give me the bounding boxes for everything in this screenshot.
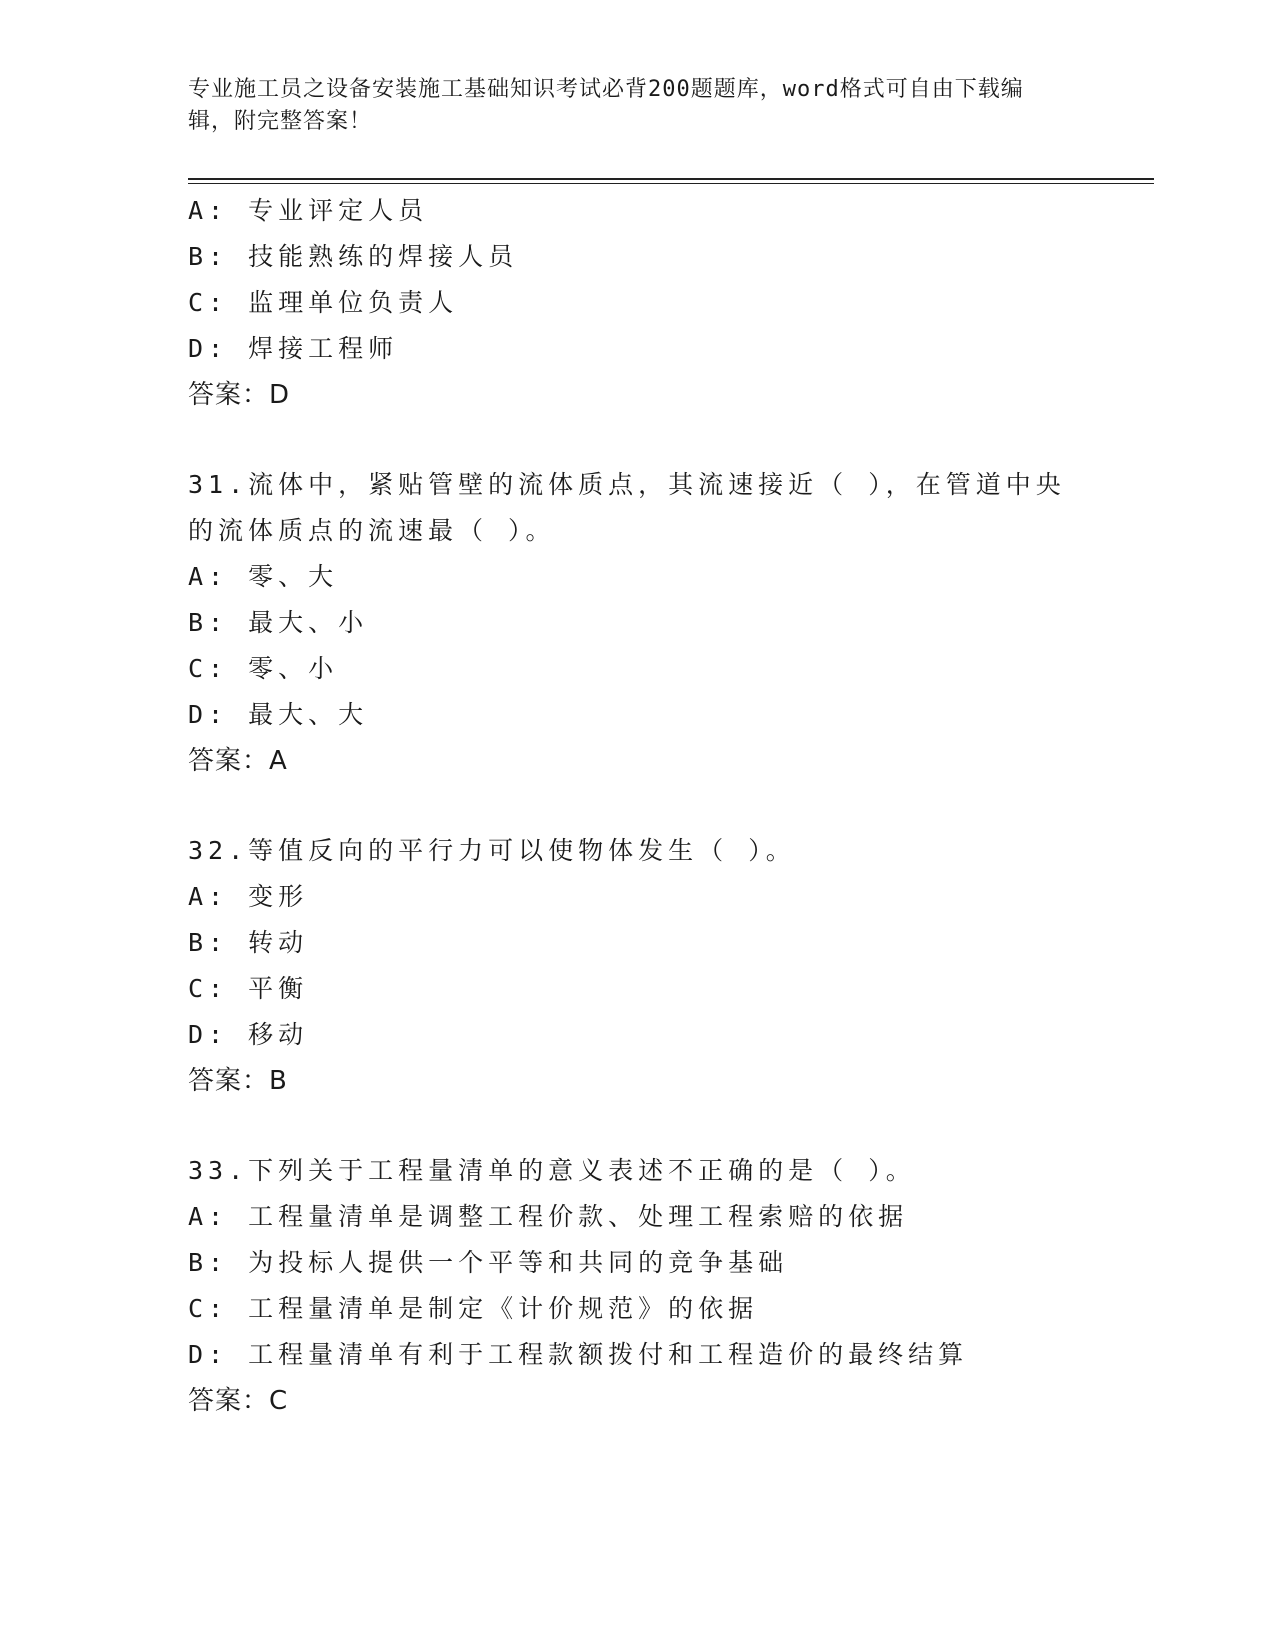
option-c: C: 工程量清单是制定《计价规范》的依据 [188,1294,759,1323]
document-body [188,188,1088,1424]
option-a: A: 零、大 [188,562,339,591]
option-b: B: 转动 [188,928,309,957]
option-d: D: 工程量清单有利于工程款额拨付和工程造价的最终结算 [188,1340,969,1369]
option-a: A: 变形 [188,882,309,911]
question-block-30 [188,188,1088,418]
answer-line: 答案：C [188,1386,289,1416]
option-b: B: 技能熟练的焊接人员 [188,242,519,271]
answer-line: 答案：B [188,1066,288,1096]
option-a: A: 工程量清单是调整工程价款、处理工程索赔的依据 [188,1202,909,1231]
option-c: C: 监理单位负责人 [188,288,459,317]
answer-line: 答案：D [188,380,291,410]
option-d: D: 最大、大 [188,700,369,729]
option-c: C: 平衡 [188,974,309,1003]
question-block-31 [188,462,1088,784]
option-b: B: 最大、小 [188,608,369,637]
option-b: B: 为投标人提供一个平等和共同的竞争基础 [188,1248,789,1277]
question-block-33 [188,1148,1088,1424]
option-d: D: 焊接工程师 [188,334,399,363]
header-divider-thin [188,183,1154,184]
question-block-32 [188,828,1088,1104]
document-header: 专业施工员之设备安装施工基础知识考试必背200题题库，word格式可自由下载编辑，附完整答案！ [188,77,1024,134]
question-stem: 31.流体中，紧贴管壁的流体质点，其流速接近（ ），在管道中央的流体质点的流速最（ ）。 [188,470,1066,545]
option-c: C: 零、小 [188,654,339,683]
question-stem: 33.下列关于工程量清单的意义表述不正确的是（ ）。 [188,1156,916,1185]
option-a: A: 专业评定人员 [188,196,429,225]
answer-line: 答案：A [188,746,288,776]
option-d: D: 移动 [188,1020,309,1049]
header-divider-thick [188,178,1154,180]
question-stem: 32.等值反向的平行力可以使物体发生（ ）。 [188,836,796,865]
